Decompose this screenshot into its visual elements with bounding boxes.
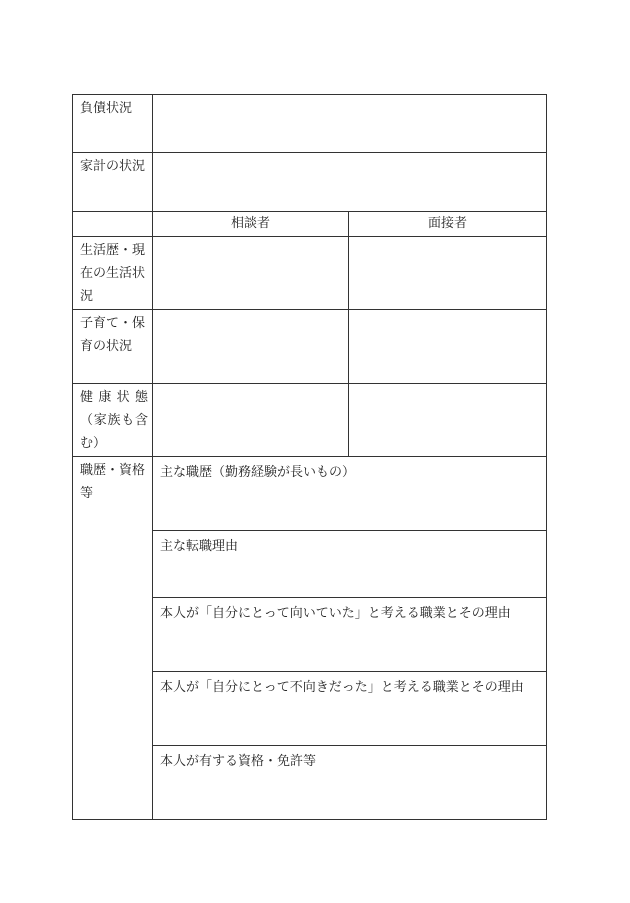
- field-household[interactable]: [153, 153, 547, 212]
- label-career: [73, 457, 153, 820]
- field-health-consultant[interactable]: [153, 384, 349, 457]
- label-life-history-line-1: 生活歴・現: [80, 243, 146, 258]
- header-interviewer: 面接者: [349, 212, 547, 237]
- label-life-history-line-3: 況: [80, 289, 94, 304]
- label-household: [73, 153, 153, 212]
- field-career-main-history[interactable]: [153, 457, 547, 531]
- row-household: [73, 153, 547, 212]
- career-main-history-label: 主な職歴（勤務経験が長いもの）: [160, 465, 356, 480]
- label-health-line-2: （家族も含: [80, 413, 148, 428]
- label-childcare-line-2: 育の状況: [80, 339, 133, 354]
- field-career-change-reason[interactable]: [153, 531, 547, 598]
- field-life-history-interviewer[interactable]: [349, 237, 547, 310]
- row-debt: [73, 95, 547, 153]
- row-header: [73, 212, 547, 237]
- label-career-line-2: 等: [80, 486, 94, 501]
- row-life-history: [73, 237, 547, 310]
- label-debt: [73, 95, 153, 153]
- header-consultant: 相談者: [153, 212, 349, 237]
- row-childcare: [73, 310, 547, 384]
- header-blank-cell: [73, 212, 153, 237]
- field-debt[interactable]: [153, 95, 547, 153]
- career-suited-label: 本人が「自分にとって向いていた」と考える職業とその理由: [160, 606, 511, 621]
- career-change-reason-label: 主な転職理由: [160, 539, 239, 554]
- field-career-qualifications[interactable]: [153, 746, 547, 820]
- label-childcare: [73, 310, 153, 384]
- row-health: [73, 384, 547, 457]
- assessment-form-table: [72, 94, 547, 820]
- career-unsuited-label: 本人が「自分にとって不向きだった」と考える職業とその理由: [160, 680, 524, 695]
- label-health: [73, 384, 153, 457]
- label-debt-text: 負債状況: [80, 101, 133, 116]
- career-qualifications-label: 本人が有する資格・免許等: [160, 754, 317, 769]
- field-life-history-consultant[interactable]: [153, 237, 349, 310]
- label-childcare-line-1: 子育て・保: [80, 316, 146, 331]
- row-career-main: [73, 457, 547, 531]
- field-career-unsuited[interactable]: [153, 672, 547, 746]
- label-household-text: 家計の状況: [80, 159, 146, 174]
- label-health-line-1: 健康状態: [80, 390, 148, 405]
- label-life-history: [73, 237, 153, 310]
- label-career-line-1: 職歴・資格: [80, 463, 146, 478]
- field-career-suited[interactable]: [153, 598, 547, 672]
- field-childcare-consultant[interactable]: [153, 310, 349, 384]
- label-life-history-line-2: 在の生活状: [80, 266, 146, 281]
- field-health-interviewer[interactable]: [349, 384, 547, 457]
- label-health-line-3: む）: [80, 436, 107, 451]
- field-childcare-interviewer[interactable]: [349, 310, 547, 384]
